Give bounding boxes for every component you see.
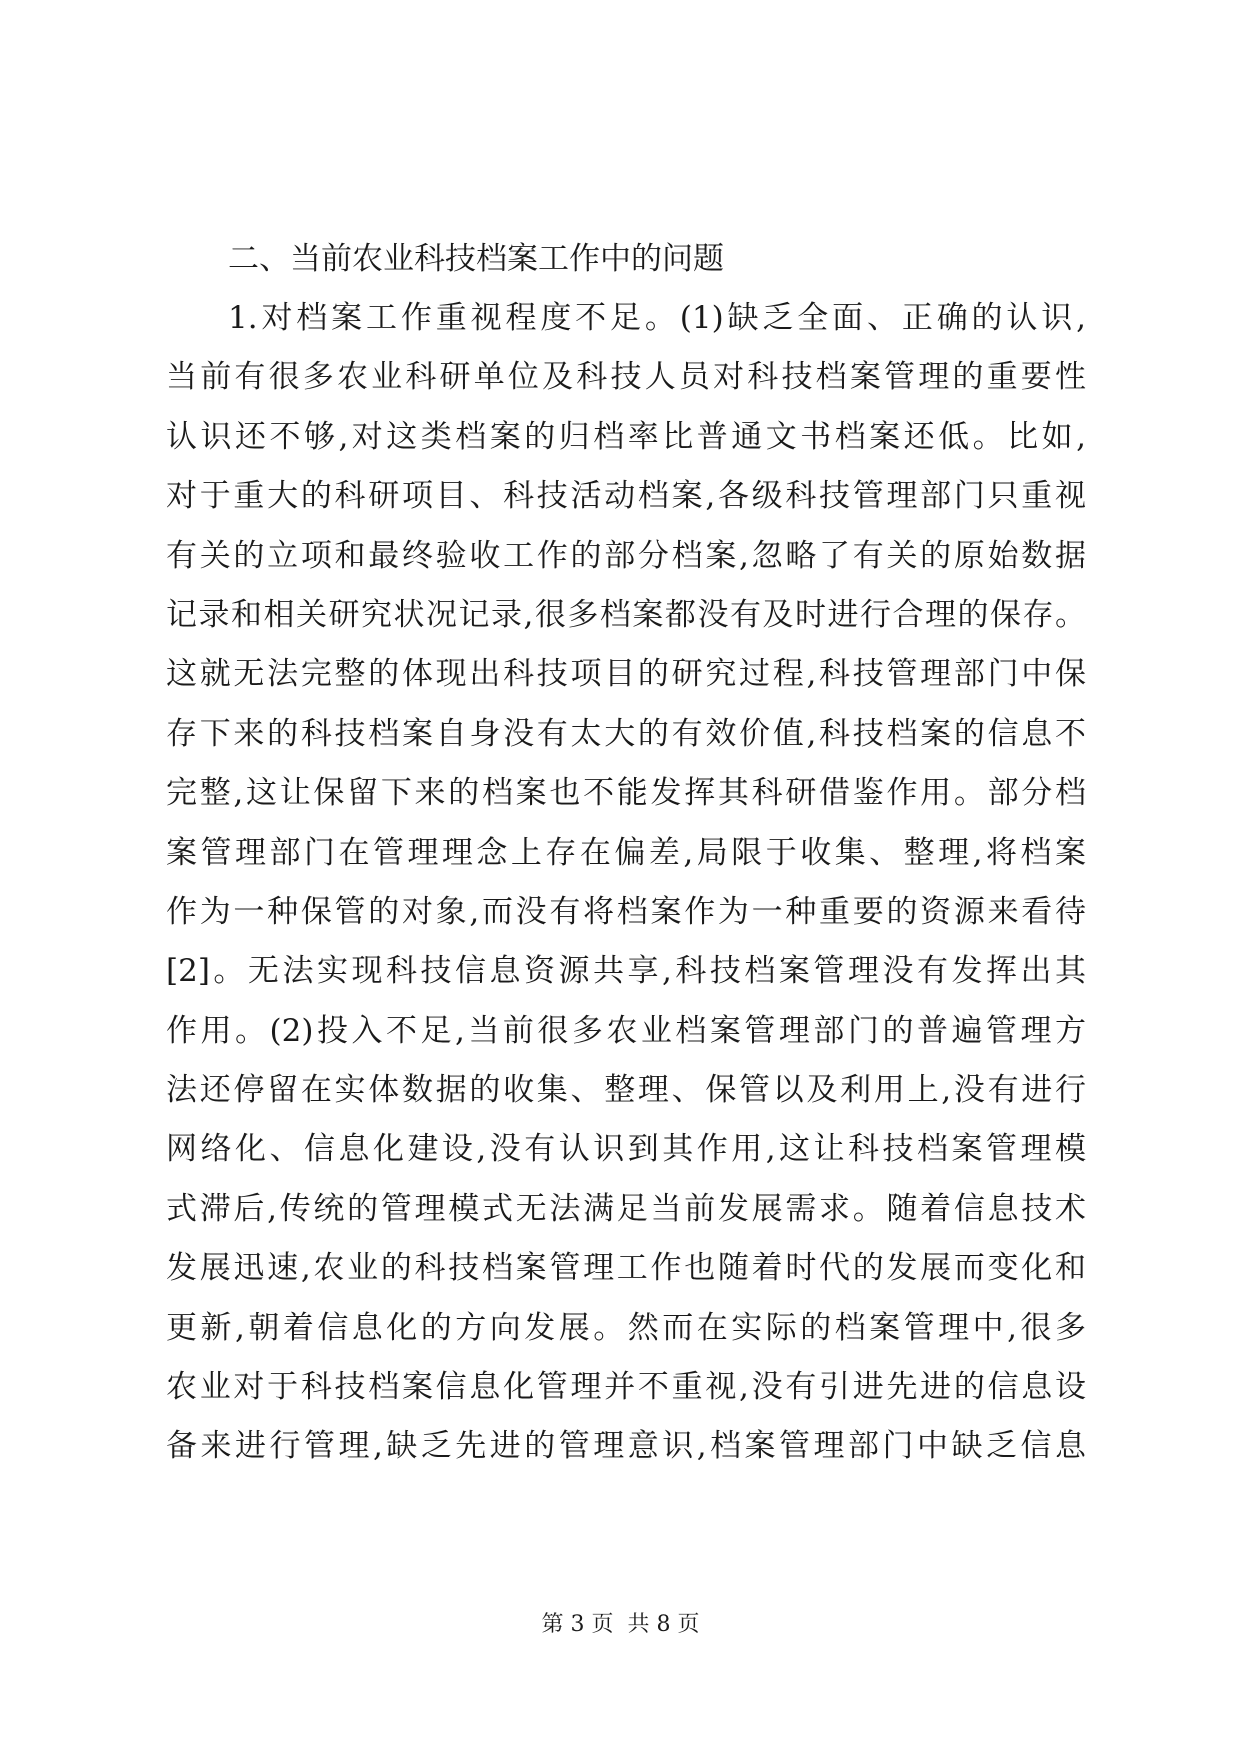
paragraph-line: 有关的立项和最终验收工作的部分档案,忽略了有关的原始数据 <box>166 537 1086 574</box>
paragraph-line: 1.对档案工作重视程度不足。(1)缺乏全面、正确的认识, <box>228 300 1086 336</box>
paragraph-line: 对于重大的科研项目、科技活动档案,各级科技管理部门只重视 <box>166 478 1086 515</box>
paragraph-line: 更新,朝着信息化的方向发展。然而在实际的档案管理中,很多 <box>166 1309 1086 1346</box>
paragraph-line: 认识还不够,对这类档案的归档率比普通文书档案还低。比如, <box>166 418 1086 455</box>
paragraph-line: 案管理部门在管理理念上存在偏差,局限于收集、整理,将档案 <box>166 834 1086 871</box>
paragraph-line: [2]。无法实现科技信息资源共享,科技档案管理没有发挥出其 <box>166 953 1086 990</box>
paragraph-line: 法还停留在实体数据的收集、整理、保管以及利用上,没有进行 <box>166 1072 1086 1109</box>
paragraph-line: 备来进行管理,缺乏先进的管理意识,档案管理部门中缺乏信息 <box>166 1428 1086 1465</box>
paragraph-line: 存下来的科技档案自身没有太大的有效价值,科技档案的信息不 <box>166 715 1086 752</box>
paragraph-line: 农业对于科技档案信息化管理并不重视,没有引进先进的信息设 <box>166 1369 1086 1406</box>
paragraph-line: 发展迅速,农业的科技档案管理工作也随着时代的发展而变化和 <box>166 1250 1086 1287</box>
page-number-footer: 第 3 页 共 8 页 <box>541 1612 700 1637</box>
paragraph-line: 网络化、信息化建设,没有认识到其作用,这让科技档案管理模 <box>166 1131 1086 1168</box>
paragraph-line: 完整,这让保留下来的档案也不能发挥其科研借鉴作用。部分档 <box>166 775 1086 812</box>
paragraph-line: 当前有很多农业科研单位及科技人员对科技档案管理的重要性 <box>166 359 1086 396</box>
paragraph-line: 作为一种保管的对象,而没有将档案作为一种重要的资源来看待 <box>166 893 1086 930</box>
paragraph-line: 这就无法完整的体现出科技项目的研究过程,科技管理部门中保 <box>166 656 1086 693</box>
paragraph <box>166 289 1086 1477</box>
section-heading: 二、当前农业科技档案工作中的问题 <box>228 241 724 277</box>
paragraph-line: 式滞后,传统的管理模式无法满足当前发展需求。随着信息技术 <box>166 1190 1086 1227</box>
paragraph-line: 作用。(2)投入不足,当前很多农业档案管理部门的普遍管理方 <box>166 1012 1086 1049</box>
body-text <box>166 230 1086 1477</box>
paragraph-line: 记录和相关研究状况记录,很多档案都没有及时进行合理的保存。 <box>166 596 1086 633</box>
